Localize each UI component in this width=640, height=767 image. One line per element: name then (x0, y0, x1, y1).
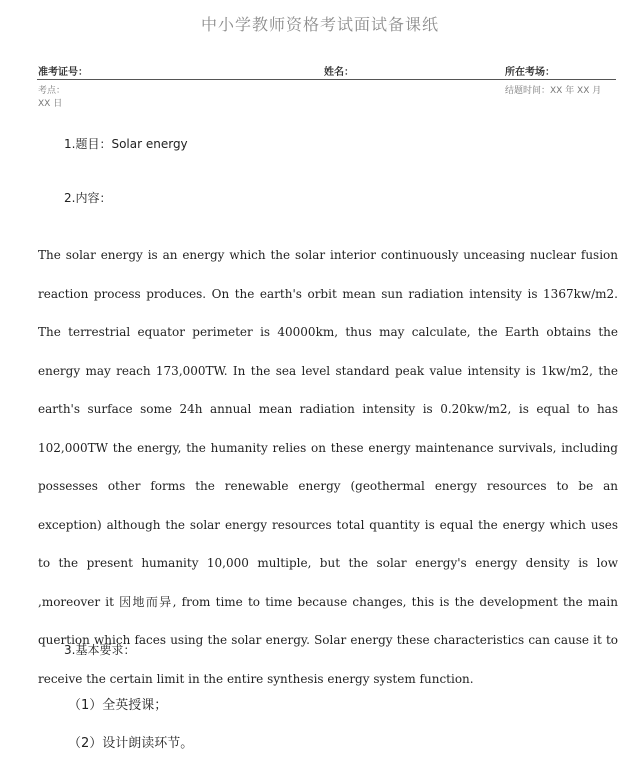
candidate-id-label: 准考证号： (38, 67, 88, 78)
content-paragraph: The solar energy is an energy which the solar interior continuously unceasing nuclear fusion reaction process produces. On the earth's orbit mean sun radiation intensity is 1367kw/m2. The terrestrial equator perimeter is 40000km, thus may calculate, the Earth obtains the energy may reach 173,000TW. In the sea level standard peak value intensity is 1kw/m2, the earth's surface some 24h annual mean radiation intensity is 0.20kw/m2, is equal to has 102,000TW the energy, the humanity relies on these energy maintenance survivals, including possesses other forms the renewable energy (geothermal energy resources to be an exception) although the solar energy resources total quantity is equal the energy which uses to the present humanity 10,000 multiple, but the solar energy's energy density is low ,moreover it 因地而异, from time to time because changes, this is the development the main quertion which faces using the solar energy. Solar energy these characteristics can cause it to receive the certain limit in the entire synthesis energy system function. (38, 248, 618, 686)
page-title: 中小学教师资格考试面试备课纸 (200, 15, 439, 34)
exam-site-label: 所在考场： (505, 67, 555, 78)
name-label: 姓名： (324, 67, 354, 78)
end-time-text: 结题时间：XX 年 XX 月 (505, 86, 602, 96)
end-day-text: XX 日 (38, 99, 63, 109)
content-heading: 2.内容： (64, 191, 112, 205)
requirement-item: （2）设计朗读环节。 (68, 736, 194, 751)
requirements-heading: 3.基本要求： (64, 643, 136, 657)
exam-point-label: 考点： (38, 86, 66, 96)
requirement-item: （1）全英授课； (68, 698, 168, 713)
topic-heading: 1.题目：Solar energy (64, 137, 188, 151)
header-divider (37, 79, 616, 80)
